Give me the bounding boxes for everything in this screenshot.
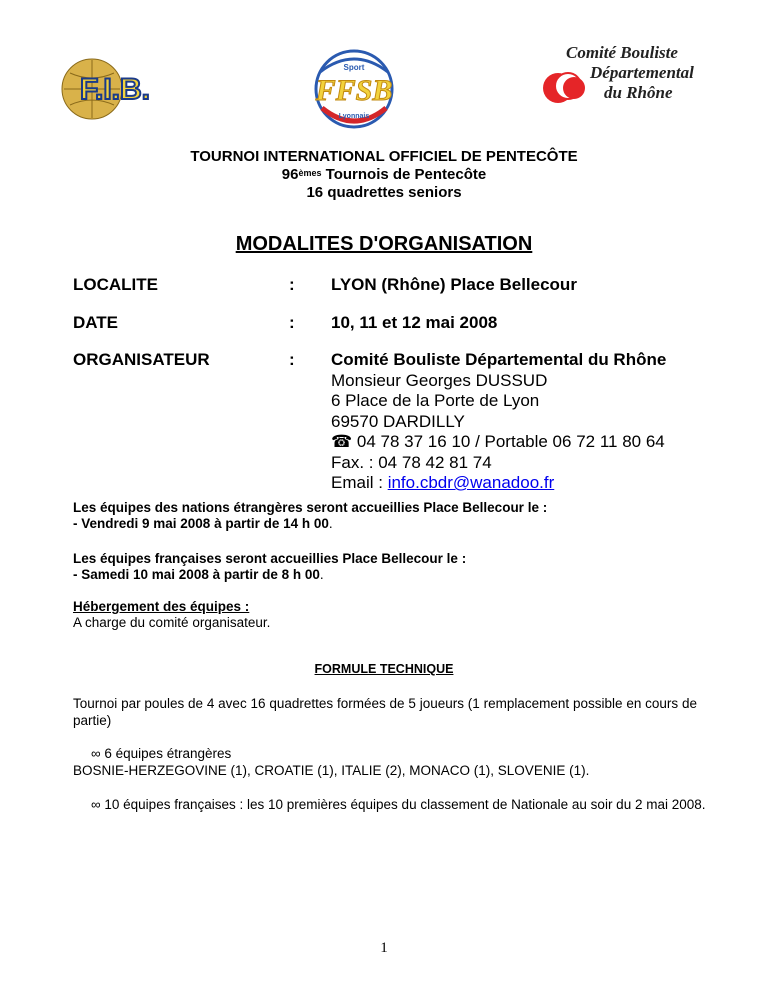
organisateur-label: ORGANISATEUR: [73, 350, 210, 369]
foreign-arrival-line2: - Vendredi 9 mai 2008 à partir de 14 h 00.: [73, 516, 333, 531]
fib-logo-text: F.I.B.: [79, 73, 151, 106]
org-name: Comité Bouliste Départemental du Rhône: [331, 350, 667, 369]
org-contact: Monsieur Georges DUSSUD: [331, 370, 548, 390]
date-label: DATE: [73, 313, 119, 332]
french-arrival-line2: - Samedi 10 mai 2008 à partir de 8 h 00.: [73, 567, 324, 582]
org-fax: Fax. : 04 78 42 81 74: [331, 452, 492, 472]
ffsb-bottom-text: Lyonnais: [338, 113, 370, 120]
technique-intro: Tournoi par poules de 4 avec 16 quadrettes formées de 5 joueurs (1 remplacement possible en cours de partie): [73, 696, 697, 728]
ffsb-logo: [300, 48, 408, 130]
org-phone: ☎ 04 78 37 16 10 / Portable 06 72 11 80 64: [331, 432, 665, 451]
header-line2: 96èmes Tournois de Pentecôte: [281, 166, 487, 183]
cbdr-logo: [528, 42, 694, 110]
org-address1: 6 Place de la Porte de Lyon: [331, 391, 540, 410]
french-teams: ∞ 10 équipes françaises : les 10 premières équipes du classement de Nationale au soir du 2 mai 2008.: [91, 797, 706, 812]
header-line3: 16 quadrettes seniors: [306, 184, 462, 201]
localite-value: LYON (Rhône) Place Bellecour: [331, 275, 577, 294]
cbdr-line2: Départemental: [590, 63, 694, 82]
ffsb-top-text: Sport: [343, 63, 365, 72]
localite-label: LOCALITE: [73, 275, 158, 294]
lodging-title: Hébergement des équipes :: [73, 599, 250, 614]
foreign-list: BOSNIE-HERZEGOVINE (1), CROATIE (1), ITALIE (2), MONACO (1), SLOVENIE (1).: [73, 763, 590, 778]
page-number: 1: [380, 940, 388, 956]
french-arrival-line1: Les équipes françaises seront accueillies Place Bellecour le :: [73, 551, 467, 566]
infinity-bullet-icon: ∞: [91, 797, 101, 812]
cbdr-line1: Comité Bouliste: [566, 43, 678, 62]
organisateur-colon: :: [289, 350, 295, 369]
main-title: MODALITES D'ORGANISATION: [235, 233, 533, 255]
org-email-line: Email : info.cbdr@wanadoo.fr: [331, 473, 555, 492]
foreign-count: ∞ 6 équipes étrangères: [91, 746, 232, 761]
foreign-arrival-line1: Les équipes des nations étrangères seront accueillies Place Bellecour le :: [73, 500, 548, 515]
lodging-text: A charge du comité organisateur.: [73, 615, 271, 630]
phone-icon: ☎: [331, 432, 353, 451]
ffsb-logo-text: FFSB: [315, 74, 393, 107]
infinity-bullet-icon: ∞: [91, 746, 101, 761]
date-value: 10, 11 et 12 mai 2008: [331, 313, 498, 332]
org-address2: 69570 DARDILLY: [331, 411, 465, 431]
localite-colon: :: [289, 275, 295, 294]
date-colon: :: [289, 313, 295, 332]
organisateur-block: [331, 350, 666, 494]
technique-title: FORMULE TECHNIQUE: [314, 662, 454, 676]
header-line1: TOURNOI INTERNATIONAL OFFICIEL DE PENTECÔTE: [190, 148, 578, 165]
email-link[interactable]: info.cbdr@wanadoo.fr: [387, 473, 555, 492]
fib-logo: [40, 55, 190, 123]
cbdr-line3: du Rhône: [604, 83, 673, 102]
